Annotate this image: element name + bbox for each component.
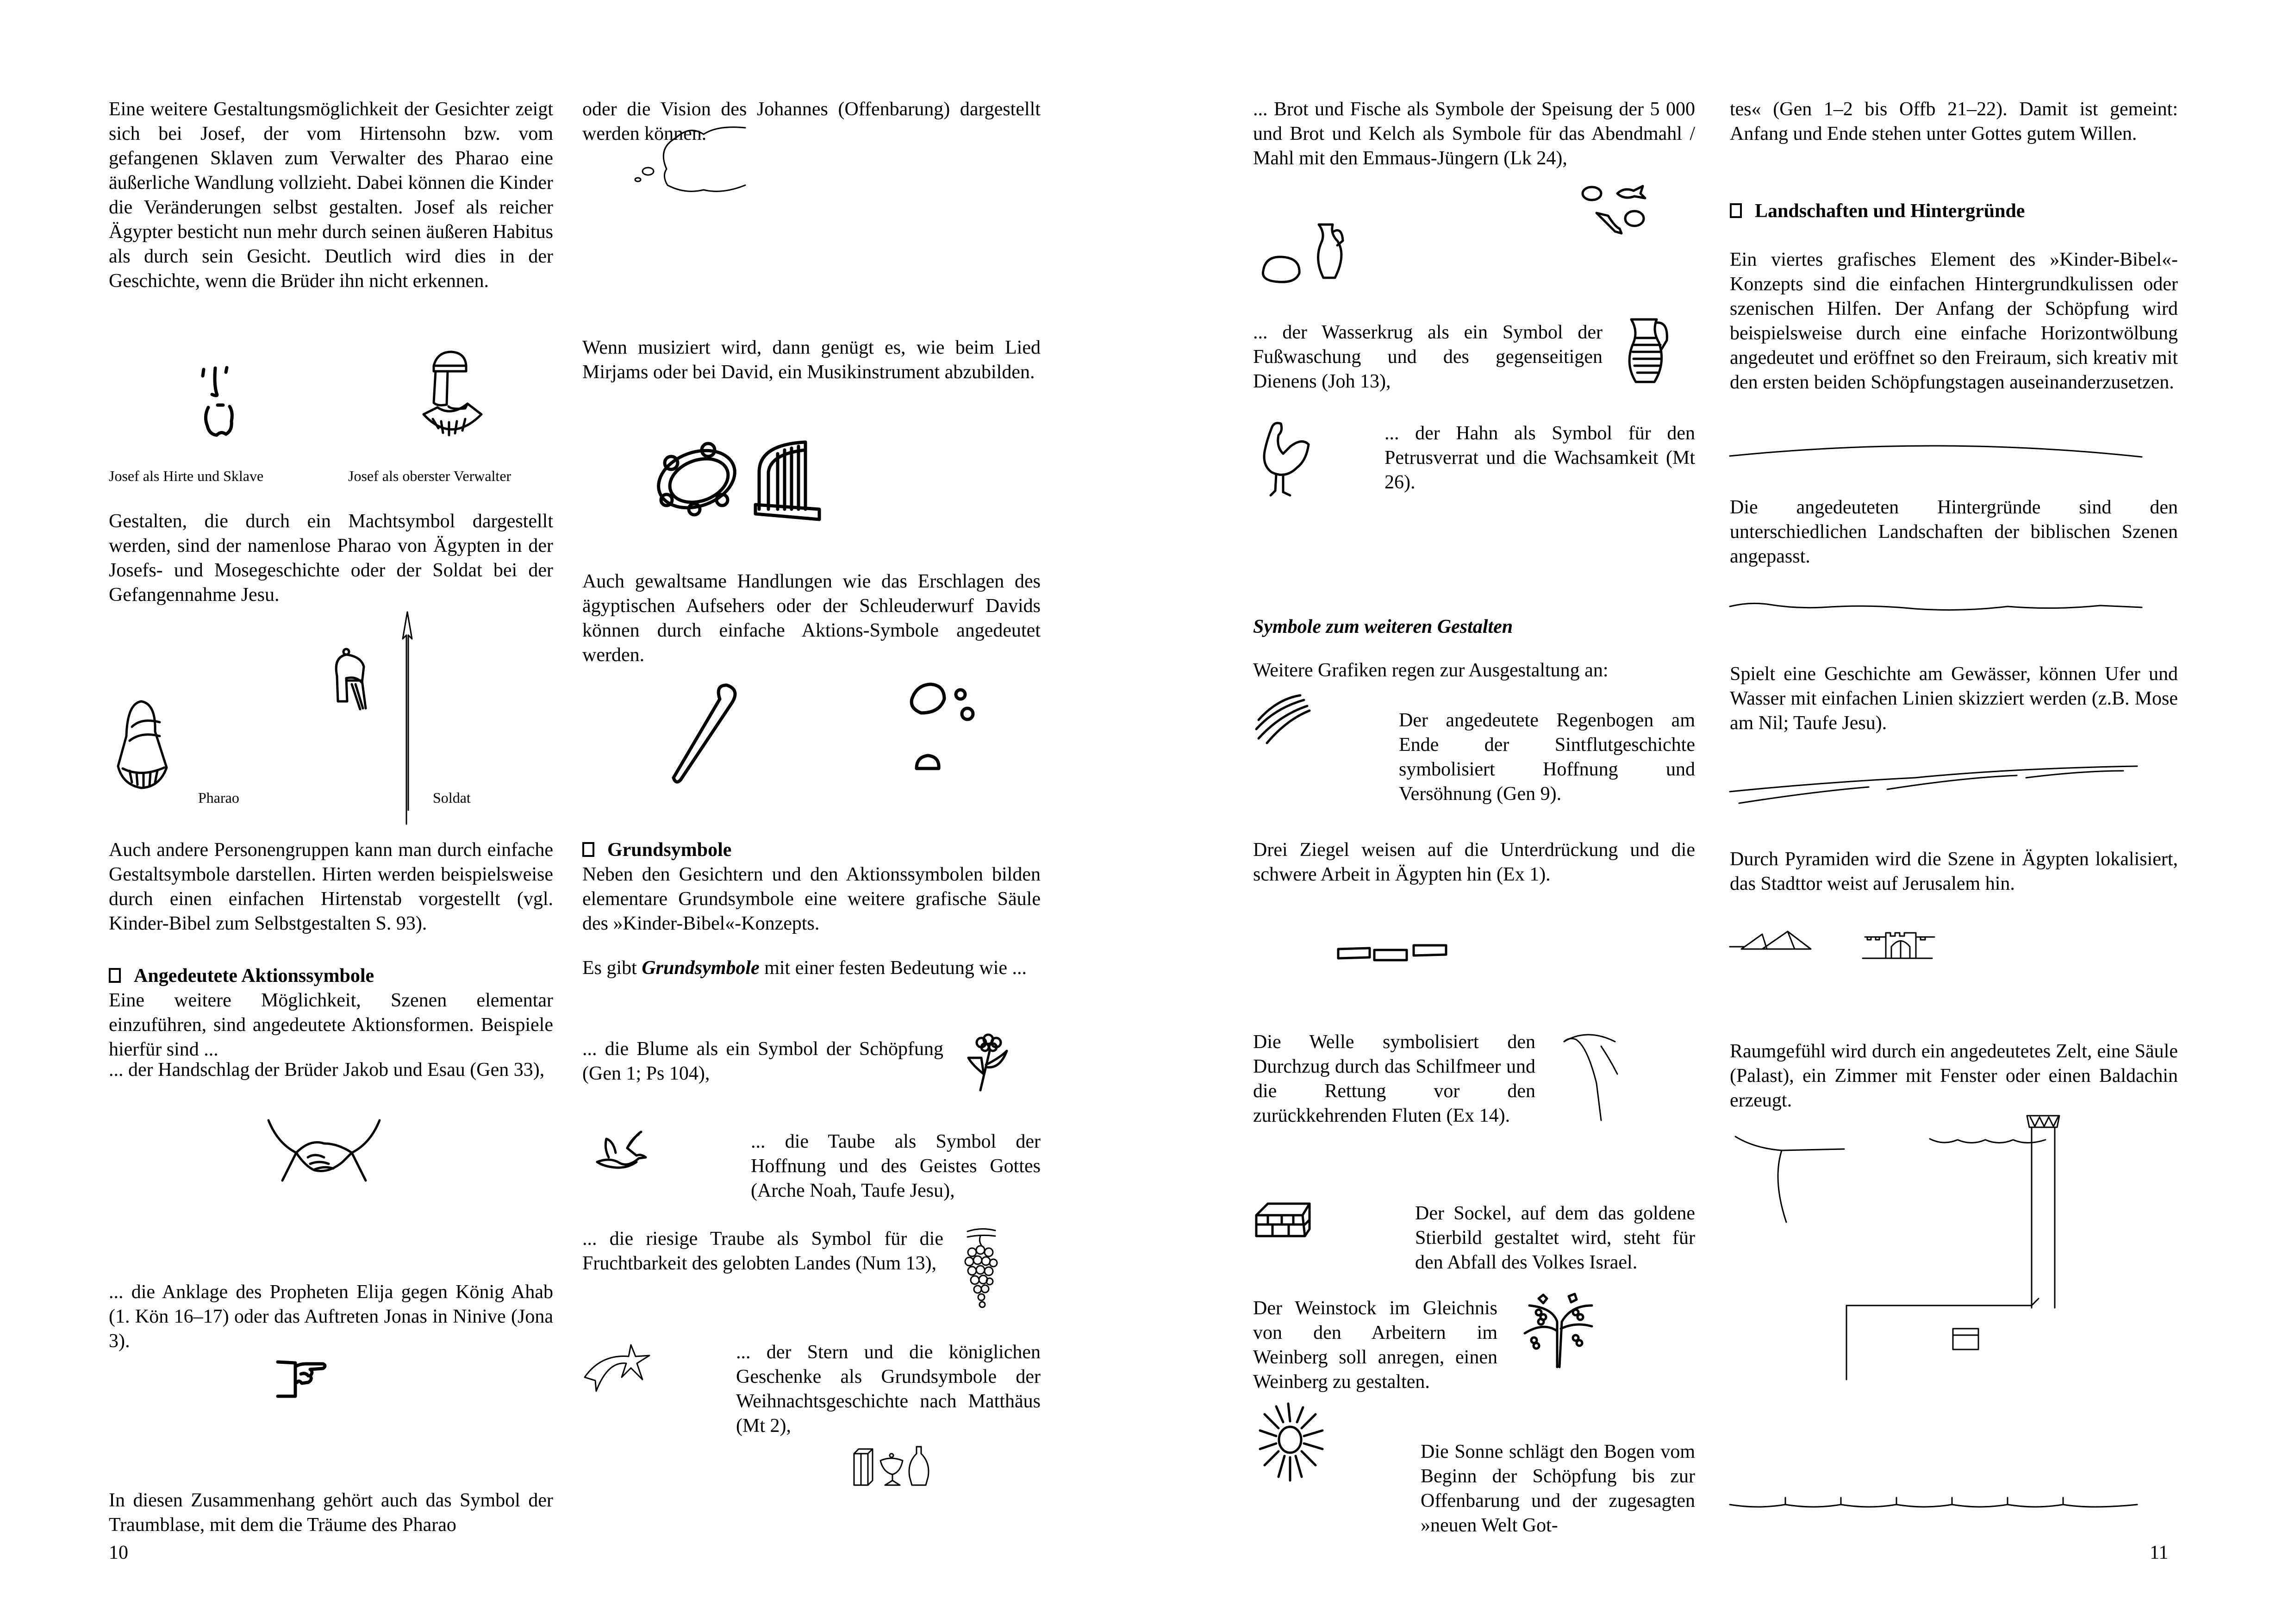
paragraph-hintergruende: Die angedeuteten Hintergründe sind den unterschiedlichen Landschaften der biblischen Szenen angepasst. bbox=[1730, 497, 2178, 567]
heading-grundsymbole-text: Grundsymbole bbox=[607, 839, 732, 861]
city-gate-icon bbox=[1863, 931, 1937, 959]
column-icon bbox=[2025, 1113, 2062, 1308]
rooster-icon bbox=[1258, 419, 1313, 498]
pointing-hand-icon bbox=[277, 1360, 328, 1399]
paragraph-gewalt: Auch gewaltsame Handlungen wie das Erschlagen des ägyptischen Aufsehers oder der Schleuderwurf Davids können durch einfache Aktions-Symbole angedeutet werden. bbox=[582, 571, 1041, 666]
water-jug-icon bbox=[1624, 317, 1671, 384]
bricks-icon bbox=[1337, 944, 1448, 963]
paragraph-wasserkrug-text: ... der Wasserkrug als ein Symbol der Fußwaschung und des gegenseitigen Dienens (Joh 13), bbox=[1253, 322, 1603, 392]
grapes-icon bbox=[963, 1227, 1000, 1310]
pharaoh-icon bbox=[113, 699, 178, 796]
right-page bbox=[1148, 0, 2295, 1624]
shepherd-staff-icon bbox=[671, 681, 741, 787]
rainbow-icon bbox=[1254, 694, 1310, 745]
page-number-11: 11 bbox=[2150, 1542, 2169, 1563]
caption-josef-hirte: Josef als Hirte und Sklave bbox=[109, 468, 264, 484]
paragraph-musik: Wenn musiziert wird, dann genügt es, wie beim Lied Mirjams oder bei David, ein Musikinstrument abzubilden. bbox=[582, 337, 1041, 383]
paragraph-regenbogen: Der angedeutete Regenbogen am Ende der Sintflutgeschichte symbolisiert Hoffnung und Versöhnung (Gen 9). bbox=[1399, 710, 1695, 805]
dove-icon bbox=[595, 1130, 650, 1171]
fish-and-bread-icon bbox=[1583, 185, 1647, 236]
shepherd-face-icon bbox=[199, 366, 255, 440]
harp-icon bbox=[755, 440, 824, 521]
handshake-icon bbox=[264, 1116, 384, 1185]
paragraph-aktionsformen: Eine weitere Möglichkeit, Szenen elementar einzuführen, sind angedeutete Aktionsformen. Beispiele hierfür sind ... bbox=[109, 990, 553, 1060]
pedestal-icon bbox=[1254, 1201, 1312, 1238]
paragraph-sockel: Der Sockel, auf dem das goldene Stierbild gestaltet wird, steht für den Abfall des Volkes Israel. bbox=[1415, 1203, 1695, 1273]
canopy-bottom-icon bbox=[1730, 1493, 2146, 1512]
paragraph-welle: Die Welle symbolisiert den Durchzug durch das Schilfmeer und die Rettung vor den zurückkehrenden Fluten (Ex 14). bbox=[1253, 1031, 1535, 1126]
paragraph-handschlag: ... der Handschlag der Brüder Jakob und Esau (Gen 33), bbox=[109, 1059, 545, 1081]
landscape-icon bbox=[1730, 597, 2146, 616]
caption-soldat: Soldat bbox=[433, 789, 471, 806]
paragraph-raumgefuehl: Raumgefühl wird durch ein angedeutetes Zelt, eine Säule (Palast), ein Zimmer mit Fenster oder einen Baldachin erzeugt. bbox=[1730, 1041, 2178, 1111]
caption-pharao: Pharao bbox=[198, 789, 239, 806]
heading-grundsymbole bbox=[582, 838, 731, 862]
tambourine-icon bbox=[653, 444, 741, 514]
tent-icon bbox=[1735, 1134, 1846, 1227]
paragraph-grundsymbole: Neben den Gesichtern und den Aktionssymbolen bilden elementare Grundsymbole eine weitere grafische Säule des »Kinder-Bibel«-Konzepts. bbox=[582, 864, 1041, 934]
paragraph-es-gibt bbox=[582, 956, 1041, 981]
paragraph-hahn: ... der Hahn als Symbol für den Petrusverrat und die Wachsamkeit (Mt 26). bbox=[1384, 423, 1695, 493]
es-gibt-post: mit einer festen Bedeutung wie ... bbox=[759, 957, 1027, 979]
paragraph-traube: ... die riesige Traube als Symbol für die Fruchtbarkeit des gelobten Landes (Num 13), bbox=[582, 1228, 943, 1274]
sun-icon bbox=[1258, 1403, 1327, 1481]
paragraph-machtsymbol: Gestalten, die durch ein Machtsymbol dargestellt werden, sind der namenlose Pharao von Ägypten in der Josefs- und Mosegeschichte oder der Soldat bei der Gefangennahme Jesu. bbox=[109, 511, 553, 606]
heading-landschaften bbox=[1730, 199, 2025, 224]
paragraph-traumblase: In diesen Zusammenhang gehört auch das Symbol der Traumblase, mit dem die Träume des Pharao bbox=[109, 1490, 553, 1536]
gifts-icon bbox=[852, 1444, 930, 1486]
pyramids-icon bbox=[1730, 931, 1813, 954]
paragraph-blume: ... die Blume als ein Symbol der Schöpfung (Gen 1; Ps 104), bbox=[582, 1038, 943, 1084]
paragraph-weitere-grafiken: Weitere Grafiken regen zur Ausgestaltung an: bbox=[1253, 660, 1609, 681]
spear-icon bbox=[398, 611, 417, 829]
paragraph-anklage: ... die Anklage des Propheten Elija gegen König Ahab (1. Kön 16–17) oder das Auftreten Jonas in Ninive (Jona 3). bbox=[109, 1281, 553, 1352]
paragraph-pyramiden: Durch Pyramiden wird die Szene in Ägypten lokalisiert, das Stadttor weist auf Jerusalem hin. bbox=[1730, 849, 2178, 894]
paragraph-weinstock: Der Weinstock im Gleichnis von den Arbeitern im Weinberg soll anregen, einen Weinberg zu gestalten. bbox=[1253, 1298, 1497, 1393]
paragraph-sonne: Die Sonne schlägt den Bogen vom Beginn der Schöpfung bis zur Offenbarung und der zugesagten »neuen Welt Got- bbox=[1421, 1441, 1695, 1536]
thought-bubble-icon bbox=[630, 125, 750, 190]
es-gibt-emphasis: Grundsymbole bbox=[642, 957, 760, 979]
paragraph-vision: oder die Vision des Johannes (Offenbarung) dargestellt werden können. bbox=[582, 99, 1041, 144]
soldier-helmet-icon bbox=[333, 648, 380, 713]
paragraph-viertes-element: Ein viertes grafisches Element des »Kinder-Bibel«-Konzepts sind die einfachen Hintergrundkulissen oder szenischen Hilfen. Der Anfang der Schöpfung wird beispielsweise durch eine einfache Horizontwölbung angedeutet und eröffnet so den Freiraum, sich kreativ mit den ersten beiden Schöpfungstagen auseinanderzusetzen. bbox=[1730, 249, 2178, 393]
stones-icon bbox=[907, 681, 986, 782]
heading-aktionssymbole-text: Angedeutete Aktionssymbole bbox=[134, 965, 374, 987]
paragraph-josef: Eine weitere Gestaltungsmöglichkeit der Gesichter zeigt sich bei Josef, der vom Hirtensohn bzw. vom gefangenen Sklaven zum Verwalter des Pharao eine äußerliche Wandlung vollzieht. Dabei können die Kinder die Veränderungen selbst gestalten. Josef als reicher Ägypter besticht nun mehr durch seinen äußeren Habitus als durch sein Gesicht. Deutlich wird dies in der Geschichte, wenn die Brüder ihn nicht erkennen. bbox=[109, 99, 553, 292]
paragraph-brot-fische: ... Brot und Fische als Symbole der Speisung der 5 000 und Brot und Kelch als Symbole für das Abendmahl / Mahl mit den Emmaus-Jüngern (Lk 24), bbox=[1253, 99, 1695, 169]
egyptian-official-icon bbox=[414, 352, 488, 440]
jug-icon bbox=[1310, 222, 1356, 282]
paragraph-stern: ... der Stern und die königlichen Geschenke als Grundsymbole der Weihnachtsgeschichte nach Matthäus (Mt 2), bbox=[736, 1342, 1041, 1437]
page-number-10: 10 bbox=[109, 1542, 128, 1563]
paragraph-tes: tes« (Gen 1–2 bis Offb 21–22). Damit ist gemeint: Anfang und Ende stehen unter Gottes gutem Willen. bbox=[1730, 99, 2178, 144]
paragraph-taube: ... die Taube als Symbol der Hoffnung und des Geistes Gottes (Arche Noah, Taufe Jesu), bbox=[751, 1131, 1041, 1201]
heading-weitere-gestalten: Symbole zum weiteren Gestalten bbox=[1253, 616, 1513, 637]
heading-landschaften-text: Landschaften und Hintergründe bbox=[1755, 200, 2025, 222]
wave-icon bbox=[1559, 1028, 1620, 1120]
es-gibt-pre: Es gibt bbox=[582, 957, 642, 979]
shooting-star-icon bbox=[582, 1343, 652, 1393]
room-icon bbox=[1846, 1296, 2041, 1380]
caption-josef-verwalter: Josef als oberster Verwalter bbox=[348, 468, 511, 484]
bread-icon bbox=[1259, 252, 1305, 285]
checkbox-square-icon bbox=[582, 842, 594, 857]
paragraph-gewaesser: Spielt eine Geschichte am Gewässer, können Ufer und Wasser mit einfachen Linien skizziert werden (z.B. Mose am Nil; Taufe Jesu). bbox=[1730, 663, 2178, 734]
heading-aktionssymbole bbox=[109, 964, 374, 988]
paragraph-ziegel: Drei Ziegel weisen auf die Unterdrückung und die schwere Arbeit in Ägypten hin (Ex 1). bbox=[1253, 839, 1695, 885]
paragraph-personengruppen: Auch andere Personengruppen kann man durch einfache Gestaltsymbole darstellen. Hirten werden beispielsweise durch einen einfachen Hirtenstab vorgestellt (vgl. Kinder-Bibel zum Selbstgestalten S. 93). bbox=[109, 839, 553, 934]
checkbox-square-icon bbox=[109, 968, 121, 983]
horizon-icon bbox=[1730, 262, 2151, 280]
checkbox-square-icon bbox=[1730, 203, 1742, 218]
flower-icon bbox=[967, 1032, 1014, 1093]
horizon-arc-icon bbox=[1730, 442, 2151, 461]
river-icon bbox=[1730, 764, 2146, 806]
vine-icon bbox=[1525, 1294, 1592, 1368]
